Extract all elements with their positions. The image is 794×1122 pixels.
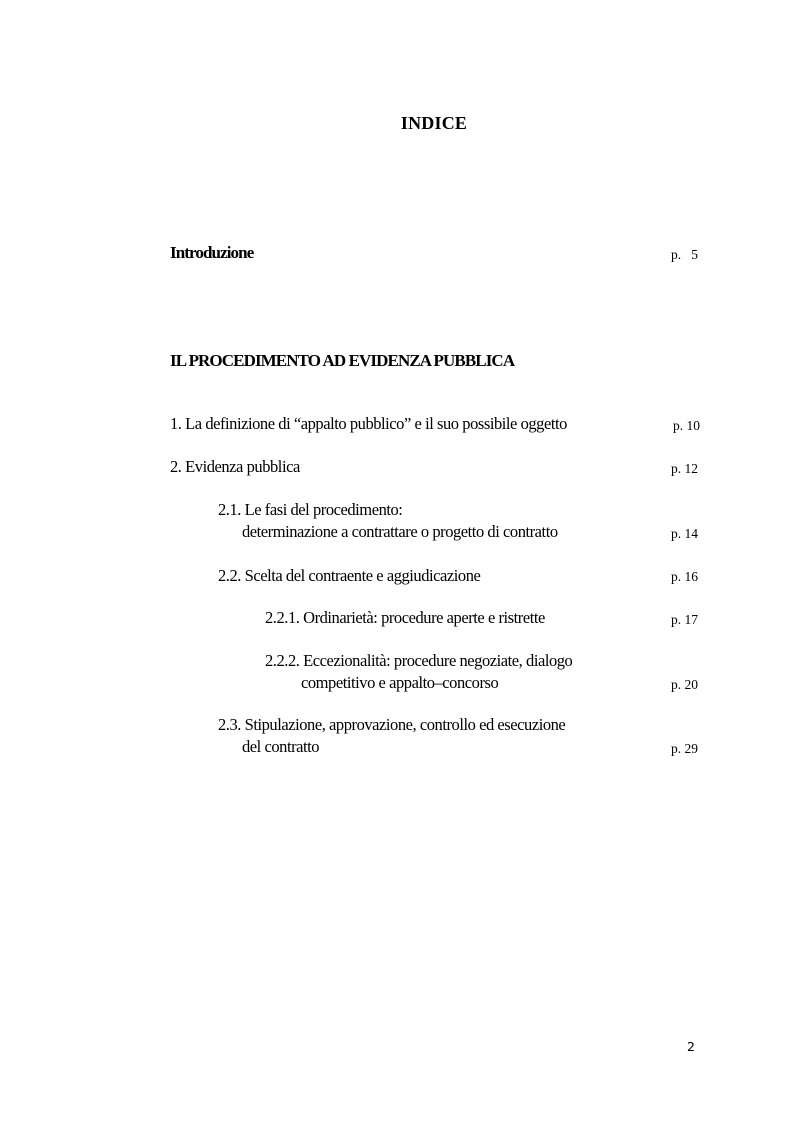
toc-entry-2-2-2-page: p. 20 bbox=[671, 677, 698, 692]
toc-entry-2-label: 2. Evidenza pubblica bbox=[170, 457, 300, 476]
toc-entry-2-2-label: 2.2. Scelta del contraente e aggiudicazione bbox=[218, 566, 481, 585]
toc-entry-2-1-page: p. 14 bbox=[671, 526, 698, 541]
toc-entry-1-label: 1. La definizione di “appalto pubblico” e il suo possibile oggetto bbox=[170, 414, 567, 433]
toc-entry-1-page: p. 10 bbox=[673, 418, 700, 433]
toc-entry-2-1-label-line1: 2.1. Le fasi del procedimento: bbox=[218, 500, 403, 519]
toc-entry-2-2-2-label-line1: 2.2.2. Eccezionalità: procedure negoziate, dialogo bbox=[265, 651, 573, 670]
toc-intro-label: Introduzione bbox=[170, 243, 254, 262]
toc-entry-2-3-label-line2: del contratto bbox=[242, 737, 320, 756]
toc-intro-page: p. 5 bbox=[671, 247, 698, 262]
toc-entry-2-2-1-label: 2.2.1. Ordinarietà: procedure aperte e ristrette bbox=[265, 608, 545, 627]
toc-section-heading: IL PROCEDIMENTO AD EVIDENZA PUBBLICA bbox=[170, 351, 515, 370]
toc-entry-2-2-page: p. 16 bbox=[671, 569, 698, 584]
toc-entry-2-1-label-line2: determinazione a contrattare o progetto di contratto bbox=[242, 522, 558, 541]
page-title: INDICE bbox=[400, 113, 468, 133]
toc-entry-2-page: p. 12 bbox=[671, 461, 698, 476]
toc-entry-2-2-2-label-line2: competitivo e appalto–concorso bbox=[301, 673, 499, 692]
toc-entry-2-3-page: p. 29 bbox=[671, 741, 698, 756]
toc-entry-2-3-label-line1: 2.3. Stipulazione, approvazione, controllo ed esecuzione bbox=[218, 715, 566, 734]
toc-entry-2-2-1-page: p. 17 bbox=[671, 612, 698, 627]
page-number: 2 bbox=[687, 1039, 695, 1054]
